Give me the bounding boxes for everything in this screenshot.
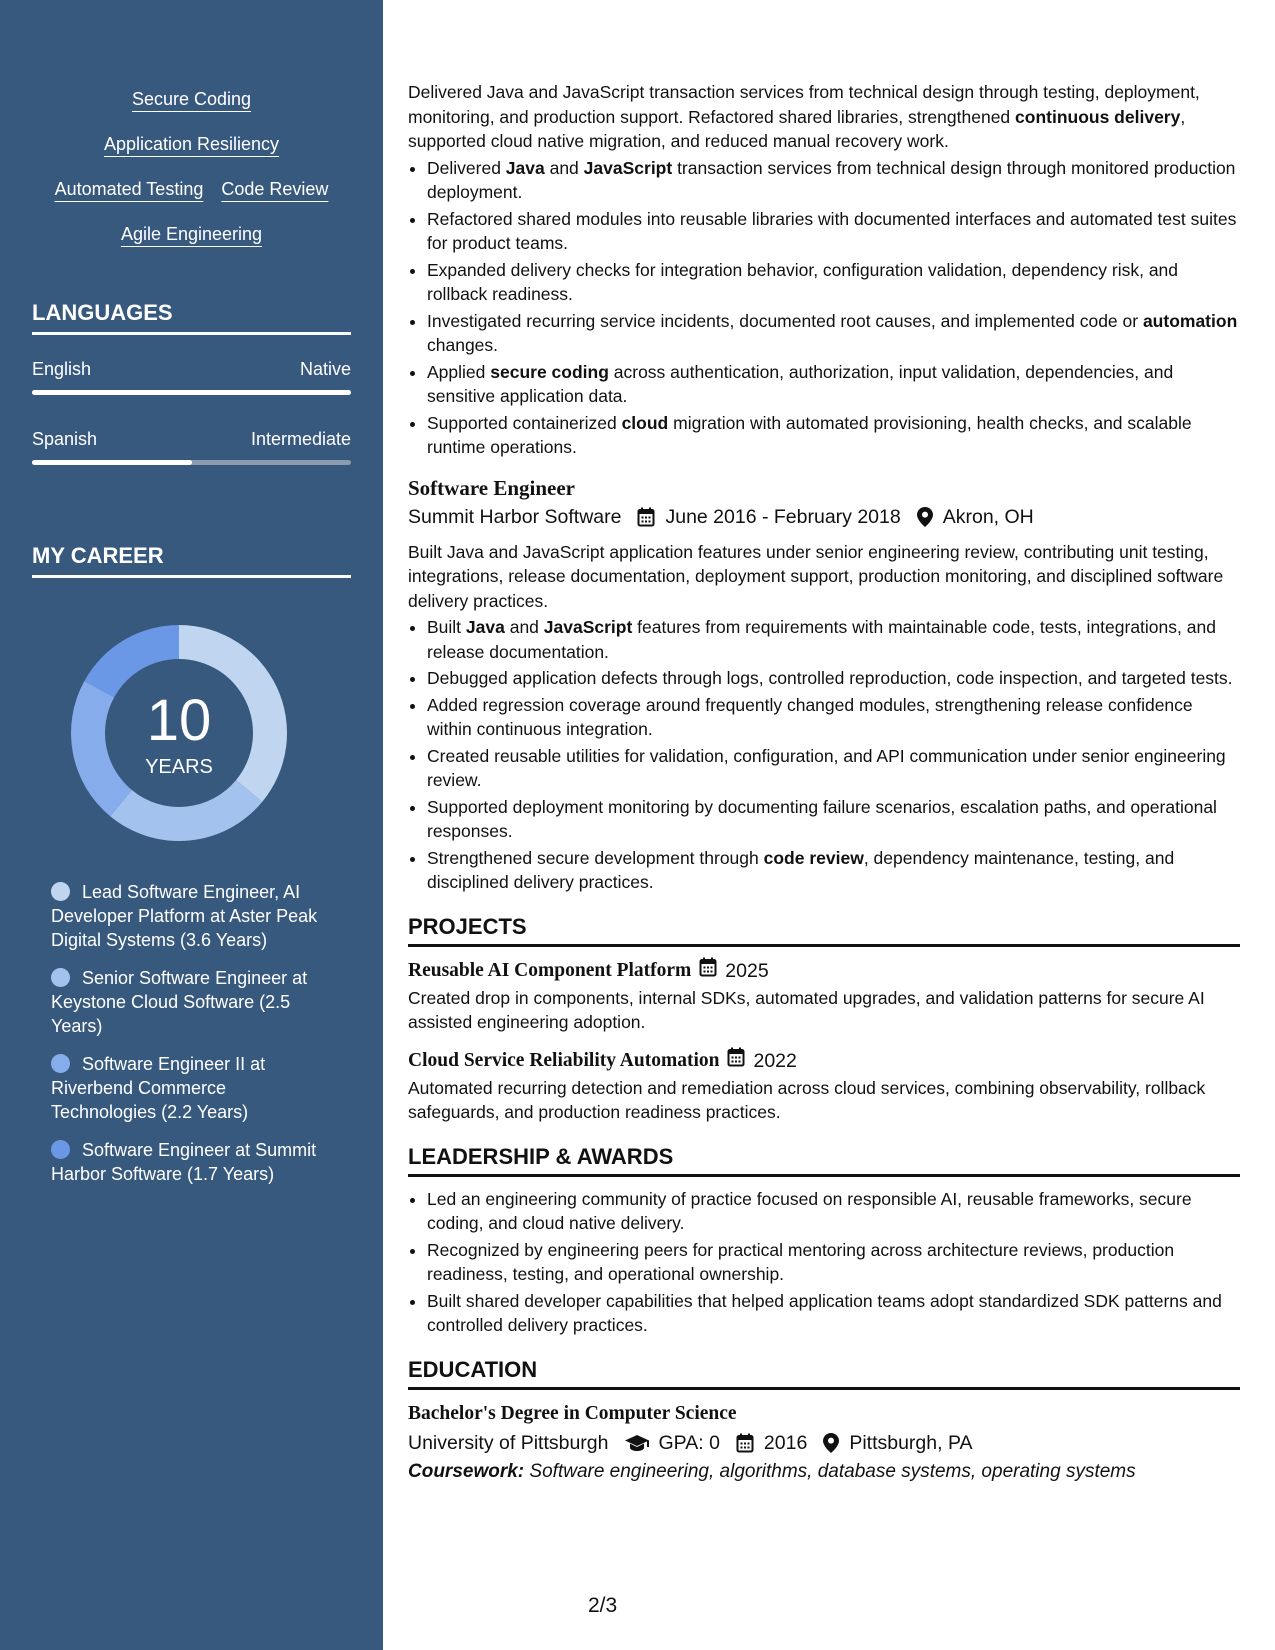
career-item-text: Software Engineer at Summit Harbor Software (1.7 Years) <box>51 1140 317 1184</box>
bullet-item <box>427 666 1240 691</box>
text-run: transaction services from technical design through monitored production deployment. <box>427 157 1236 202</box>
legend-dot-icon <box>51 882 70 901</box>
text-run: changes. <box>427 335 499 355</box>
education-meta <box>408 1428 1240 1458</box>
text-run: Delivered <box>427 157 506 178</box>
job-summary <box>408 80 1240 154</box>
career-item <box>51 966 331 1038</box>
coursework <box>408 1458 1240 1486</box>
project-title: Reusable AI Component Platform <box>408 960 692 981</box>
bullet-item <box>427 846 1240 895</box>
bullet-item: • Recognized by engineering peers for practical mentoring across architecture reviews, production readiness, testing, and operational ownership. <box>427 1238 1240 1287</box>
text-run: Refactored shared modules into reusable libraries with documented interfaces and automated test suites for product teams. <box>427 208 1237 253</box>
language-name: Spanish <box>32 429 98 449</box>
bold-run: secure coding <box>490 361 609 382</box>
location-pin-icon <box>823 1433 839 1453</box>
bullet-item <box>427 207 1240 256</box>
job-meta <box>408 502 1240 532</box>
job-title: Software Engineer <box>408 475 576 500</box>
location-pin-icon <box>917 507 933 527</box>
bullet-item <box>427 258 1240 307</box>
text-run: Delivered Java and JavaScript transaction services from technical design through testing, deployment, monitoring, and production support. Refactored shared libraries, strengthened <box>408 82 1200 127</box>
sidebar <box>0 0 383 1650</box>
languages-heading: LANGUAGES <box>32 300 351 335</box>
project-title: Cloud Service Reliability Automation <box>408 1050 720 1071</box>
text-run: Created reusable utilities for validation, configuration, and API communication under senior engineering review. <box>427 745 1226 790</box>
career-total-unit: YEARS <box>145 756 213 778</box>
calendar-icon <box>727 1047 745 1076</box>
job-dates: June 2016 - February 2018 <box>665 505 901 528</box>
text-run: , dependency maintenance, testing, and disciplined delivery practices. <box>427 847 1175 892</box>
gpa: GPA: 0 <box>658 1431 720 1454</box>
donut-slice-4 <box>84 625 179 697</box>
career-item-text: Lead Software Engineer, AI Developer Platform at Aster Peak Digital Systems (3.6 Years) <box>51 882 318 950</box>
text-run: features from requirements with maintainable code, tests, integrations, and release documentation. <box>427 617 1216 662</box>
bullet-item <box>427 615 1240 664</box>
skill-tag: Application Resiliency <box>103 134 280 154</box>
language-bar-fill <box>32 390 351 395</box>
bullet-item: • Led an engineering community of practice focused on responsible AI, reusable frameworks, secure coding, and cloud native delivery. <box>427 1187 1240 1236</box>
bold-run: code review <box>763 847 864 868</box>
skill-tag: Code Review <box>221 179 329 199</box>
language-english <box>32 357 351 395</box>
leadership-heading: LEADERSHIP & AWARDS <box>408 1143 1240 1177</box>
skill-tag: Secure Coding <box>131 89 252 109</box>
career-list <box>51 880 331 1200</box>
bullet-item: • Built shared developer capabilities that helped application teams adopt standardized SDK patterns and controlled delivery practices. <box>427 1289 1240 1338</box>
bullet-item <box>427 744 1240 793</box>
language-level: Native <box>299 359 351 379</box>
career-item <box>51 1052 331 1124</box>
education-heading: EDUCATION <box>408 1356 1240 1390</box>
text-run: Expanded delivery checks for integration behavior, configuration validation, dependency risk, and rollback readiness. <box>427 259 1179 304</box>
bold-run: continuous delivery <box>1015 106 1181 127</box>
text-run: across authentication, authorization, input validation, dependencies, and sensitive application data. <box>427 361 1174 406</box>
job-summary: Built Java and JavaScript application features under senior engineering review, contributing unit testing, integrations, release documentation, deployment support, production monitoring, and disciplined software delivery practices. <box>408 541 1224 611</box>
language-name: English <box>32 359 92 379</box>
project-year: 2022 <box>753 1050 797 1072</box>
legend-dot-icon <box>51 1140 70 1159</box>
skill-tag: Agile Engineering <box>120 224 263 244</box>
graduation-year: 2016 <box>763 1431 808 1454</box>
bullet-item <box>427 360 1240 409</box>
text-run: and <box>504 617 544 637</box>
text-run: , supported cloud native migration, and reduced manual recovery work. <box>408 106 1186 151</box>
text-run: migration with automated provisioning, health checks, and scalable runtime operations. <box>427 412 1192 457</box>
bold-run: automation <box>1142 310 1238 331</box>
calendar-icon <box>699 957 717 986</box>
language-bar <box>32 390 351 395</box>
text-run: Debugged application defects through logs, controlled reproduction, code inspection, and targeted tests. <box>427 668 1233 688</box>
bullet-item <box>427 309 1240 358</box>
calendar-icon <box>637 507 655 527</box>
legend-dot-icon <box>51 1054 70 1073</box>
donut-slice-2 <box>110 780 262 841</box>
bullet-item <box>427 795 1240 844</box>
bold-run: cloud <box>621 412 669 433</box>
bullet-item <box>427 156 1240 205</box>
language-bar-fill <box>32 460 192 465</box>
coursework-text: Software engineering, algorithms, database systems, operating systems <box>524 1460 1136 1482</box>
job-bullets <box>408 615 1240 895</box>
career-item-text: Senior Software Engineer at Keystone Cloud Software (2.5 Years) <box>51 968 308 1036</box>
language-spanish <box>32 427 351 465</box>
career-item <box>51 1138 331 1186</box>
bold-run: JavaScript <box>543 617 633 637</box>
language-bar <box>32 460 351 465</box>
page-number: 2/3 <box>588 1594 618 1617</box>
project-title-row <box>408 1047 1240 1076</box>
projects-heading: PROJECTS <box>408 913 1240 947</box>
text-run: Supported deployment monitoring by documenting failure scenarios, escalation paths, and operational responses. <box>427 796 1217 841</box>
bullet-item <box>427 411 1240 460</box>
school-location: Pittsburgh, PA <box>849 1431 973 1454</box>
leadership-bullets <box>408 1187 1240 1338</box>
project-description: Created drop in components, internal SDKs, automated upgrades, and validation patterns for secure AI assisted engineering adoption. <box>408 987 1205 1032</box>
text-run: Investigated recurring service incidents, documented root causes, and implemented code or <box>427 310 1143 331</box>
text-run: Strengthened secure development through <box>427 847 764 868</box>
bullet-item <box>427 693 1240 742</box>
coursework-label: Coursework: <box>408 1460 525 1482</box>
job-company: Summit Harbor Software <box>408 505 622 528</box>
text-run: Supported containerized <box>427 412 622 433</box>
career-item-text: Software Engineer II at Riverbend Commerce Technologies (2.2 Years) <box>51 1054 266 1122</box>
job-location: Akron, OH <box>942 505 1034 528</box>
job-bullets <box>408 156 1240 460</box>
skill-tag: Automated Testing <box>54 179 204 199</box>
graduation-cap-icon <box>625 1434 649 1452</box>
text-run: Added regression coverage around frequently changed modules, strengthening release confidence within continuous integration. <box>427 694 1193 739</box>
legend-dot-icon <box>51 968 70 987</box>
project-year: 2025 <box>725 960 769 982</box>
career-heading: MY CAREER <box>32 543 351 578</box>
main-content <box>408 0 1240 1650</box>
career-total-years: 10 <box>146 688 212 753</box>
degree-title: Bachelor's Degree in Computer Science <box>408 1402 737 1424</box>
text-run: Applied <box>427 361 491 382</box>
project-title-row <box>408 957 1240 986</box>
language-level: Intermediate <box>250 429 351 449</box>
bold-run: Java <box>465 617 505 637</box>
bold-run: Java <box>505 157 545 178</box>
bold-run: JavaScript <box>583 157 673 178</box>
school-name: University of Pittsburgh <box>408 1431 609 1454</box>
career-item <box>51 880 331 952</box>
skills-list <box>32 86 351 266</box>
calendar-icon <box>736 1433 754 1453</box>
text-run: and <box>544 157 584 178</box>
text-run: Built <box>427 617 466 637</box>
project-description: Automated recurring detection and remediation across cloud services, combining observability, rollback safeguards, and production readiness practices. <box>408 1077 1206 1122</box>
